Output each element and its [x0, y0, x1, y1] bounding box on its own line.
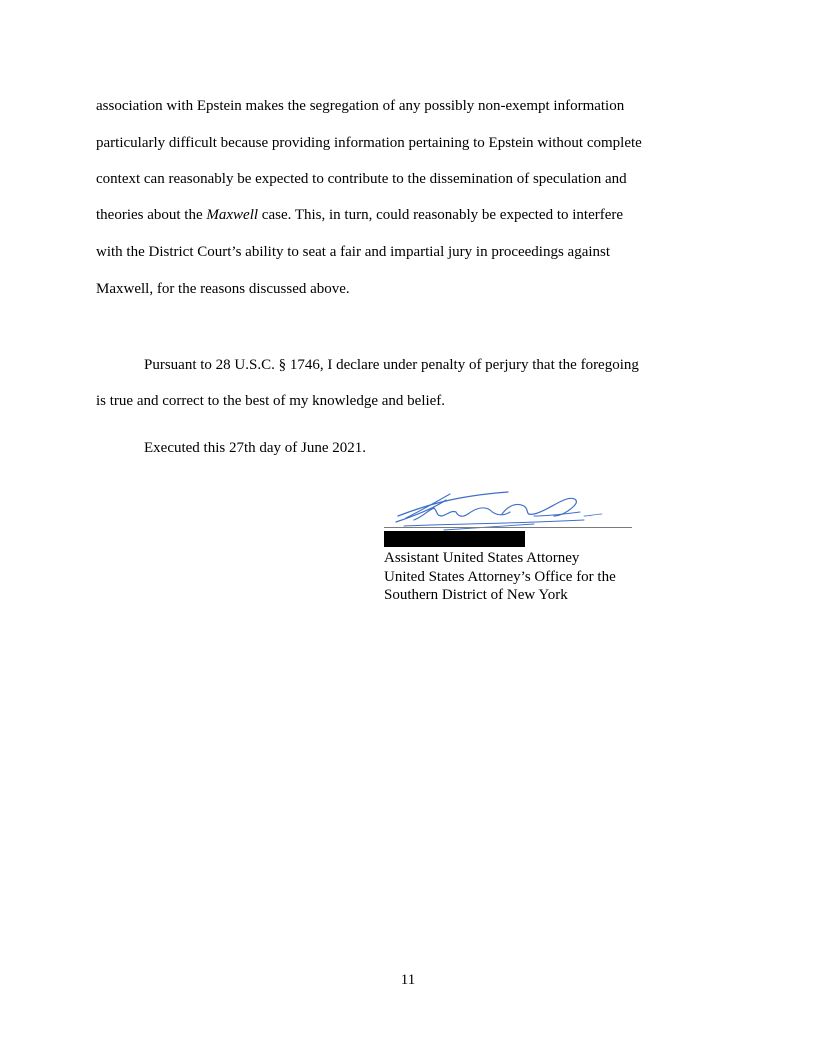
declaration-line: is true and correct to the best of my knowledge and belief.	[96, 393, 446, 409]
paragraph-line: context can reasonably be expected to contribute to the dissemination of speculation and	[96, 171, 627, 187]
handwritten-signature	[384, 486, 634, 532]
page-number: 11	[400, 972, 416, 988]
signer-title: Assistant United States Attorney	[384, 550, 580, 566]
paragraph-text: case. This, in turn, could reasonably be expected to interfere	[258, 207, 624, 223]
signer-district: Southern District of New York	[384, 587, 568, 603]
signer-office: United States Attorney’s Office for the	[384, 568, 616, 585]
paragraph-line: association with Epstein makes the segregation of any possibly non-exempt information	[96, 98, 625, 114]
paragraph-text: theories about the	[96, 207, 207, 223]
paragraph-line: particularly difficult because providing information pertaining to Epstein without complete	[96, 135, 642, 151]
paragraph-line: Maxwell, for the reasons discussed above.	[96, 281, 350, 297]
redaction-block	[384, 531, 525, 547]
paragraph-line: with the District Court’s ability to seat a fair and impartial jury in proceedings against	[96, 244, 611, 260]
declaration-line: Pursuant to 28 U.S.C. § 1746, I declare under penalty of perjury that the foregoing	[144, 357, 639, 373]
signature-line	[384, 527, 632, 528]
signature-block	[384, 549, 616, 605]
executed-line: Executed this 27th day of June 2021.	[144, 440, 367, 456]
paragraph-line	[96, 206, 623, 224]
case-name-italic: Maxwell	[206, 207, 259, 223]
